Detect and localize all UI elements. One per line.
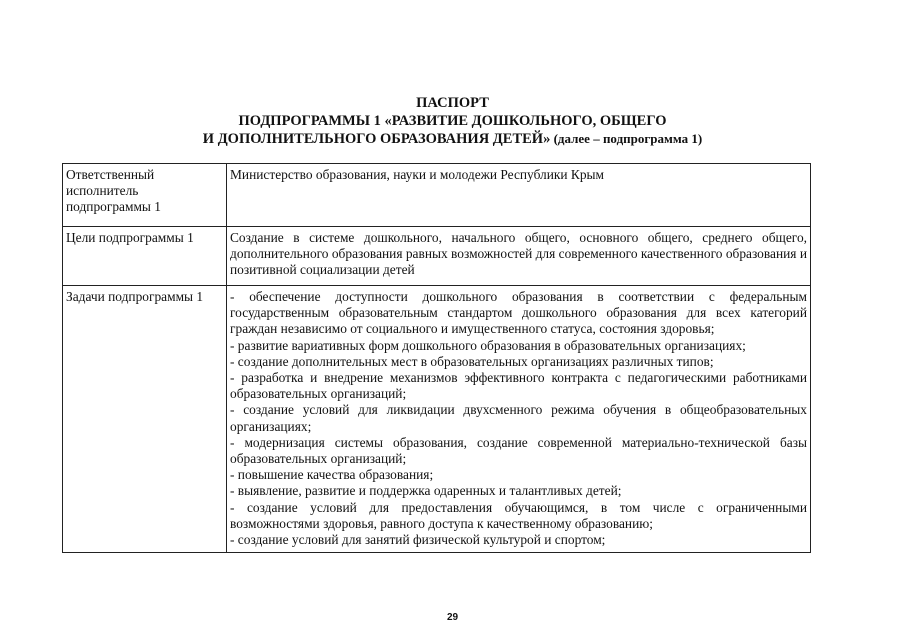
- title-line-education-main: И ДОПОЛНИТЕЛЬНОГО ОБРАЗОВАНИЯ ДЕТЕЙ»: [202, 131, 551, 147]
- tasks-list: [227, 286, 811, 553]
- task-item: - выявление, развитие и поддержка одаренных и талантливых детей;: [230, 483, 622, 499]
- goals-value: Создание в системе дошкольного, начального общего, основного общего, среднего общего, дополнительного образования равных возможностей для современного качественного образования и позитивной социализации детей: [227, 227, 811, 286]
- tasks-label: Задачи подпрограммы 1: [63, 286, 227, 553]
- task-item: - развитие вариативных форм дошкольного образования в образовательных организациях;: [230, 337, 746, 353]
- task-item: - обеспечение доступности дошкольного образования в соответствии с федеральным государственным образовательным стандартом дошкольного образования для всех категорий граждан независимо от социального и имущественного статуса, состояния здоровья;: [230, 289, 807, 337]
- task-item: - создание условий для предоставления обучающимся, в том числе с ограниченными возможностями здоровья, равного доступа к качественному образованию;: [230, 499, 807, 531]
- page-number: 29: [446, 612, 459, 623]
- goals-label: Цели подпрограммы 1: [63, 227, 227, 286]
- document-title: [0, 94, 905, 148]
- task-item: - разработка и внедрение механизмов эффективного контракта с педагогическими работниками образовательных организаций;: [230, 370, 807, 402]
- task-item: - создание условий для занятий физической культурой и спортом;: [230, 532, 606, 548]
- passport-table: [62, 163, 811, 553]
- title-line-education: [0, 130, 905, 148]
- table-row-executor: [63, 164, 811, 227]
- title-line-passport: ПАСПОРТ: [416, 95, 489, 111]
- title-line-subprogram: ПОДПРОГРАММЫ 1 «РАЗВИТИЕ ДОШКОЛЬНОГО, ОБЩЕГО: [238, 113, 667, 129]
- task-item: - модернизация системы образования, создание современной материально-технической базы образовательных организаций;: [230, 434, 807, 467]
- task-item: - создание условий для ликвидации двухсменного режима обучения в общеобразовательных организациях;: [230, 402, 807, 434]
- task-item: - повышение качества образования;: [230, 467, 434, 483]
- executor-label: Ответственный исполнитель подпрограммы 1: [63, 164, 227, 227]
- task-item: - создание дополнительных мест в образовательных организациях различных типов;: [230, 353, 714, 369]
- table-row-tasks: [63, 286, 811, 553]
- title-line-suffix: (далее – подпрограмма 1): [550, 131, 703, 146]
- table-row-goals: [63, 227, 811, 286]
- executor-value: Министерство образования, науки и молодежи Республики Крым: [227, 164, 811, 227]
